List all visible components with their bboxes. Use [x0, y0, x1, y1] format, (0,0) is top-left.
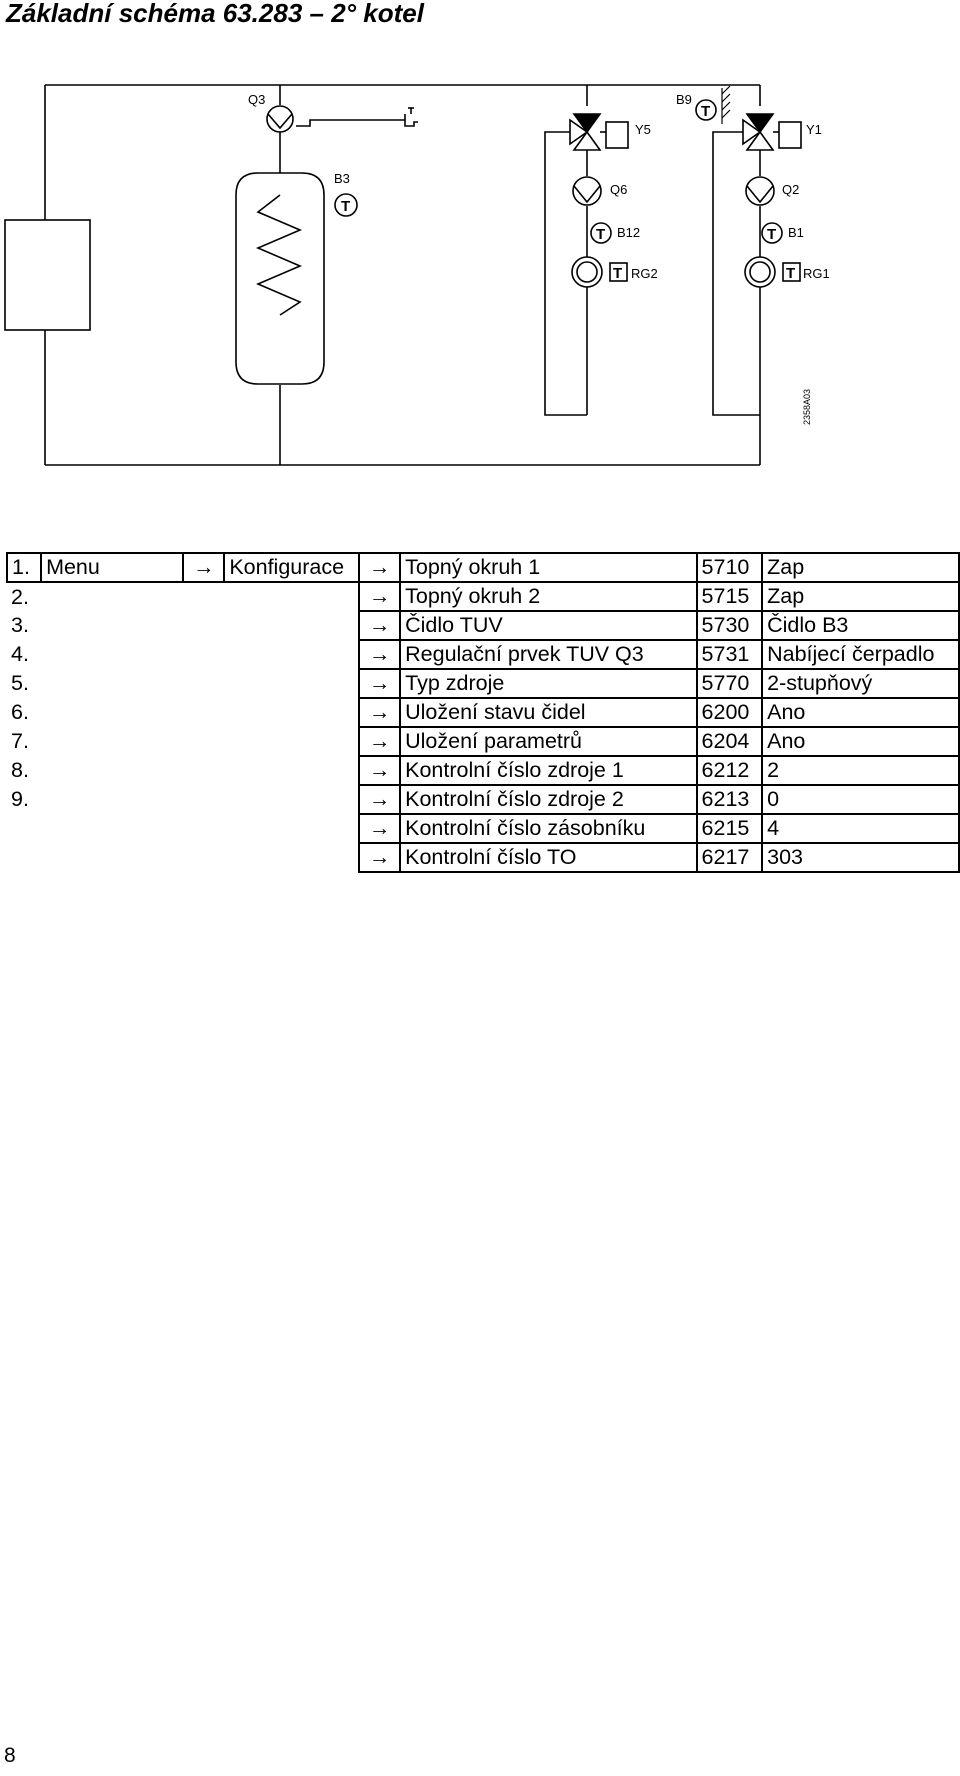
config-row: [7, 669, 959, 698]
label-q3: Q3: [248, 92, 266, 107]
row-number: 6.: [11, 700, 29, 724]
config-row: [7, 698, 959, 727]
arrow-cell: →: [359, 669, 400, 698]
label-b12: B12: [617, 225, 641, 240]
hydraulic-schema: [0, 70, 960, 490]
heating-coil: [258, 195, 300, 315]
arrow-cell: →: [359, 640, 400, 669]
arrow-cell: →: [183, 553, 224, 582]
config-row: [7, 756, 959, 785]
row-number: 3.: [11, 613, 29, 637]
boiler-unit: [5, 220, 90, 330]
room-unit-rg2-icon: [572, 257, 627, 287]
arrow-cell: →: [359, 582, 400, 611]
menu-cell: [41, 611, 183, 640]
label-y1: Y1: [806, 122, 822, 137]
row-number: 9.: [11, 787, 29, 811]
label-rg2: RG2: [631, 266, 658, 281]
parameter-name: Uložení parametrů: [400, 727, 696, 756]
row-number-empty: [7, 843, 41, 872]
page-number: 8: [4, 1744, 16, 1767]
konfigurace-cell: [224, 814, 359, 843]
label-b1: B1: [788, 225, 804, 240]
parameter-value: 303: [762, 843, 959, 872]
konfigurace-cell: [224, 785, 359, 814]
label-b3: B3: [334, 171, 350, 186]
arrow-cell: [183, 669, 224, 698]
row-number: 7.: [11, 729, 29, 753]
menu-cell: [41, 582, 183, 611]
outdoor-hatch-icon: [722, 86, 730, 124]
parameter-code: 5731: [697, 640, 763, 669]
row-number: 4.: [11, 642, 29, 666]
svg-text:T: T: [701, 103, 711, 120]
parameter-code: 5730: [697, 611, 763, 640]
parameter-name: Uložení stavu čidel: [400, 698, 696, 727]
parameter-code: 6215: [697, 814, 763, 843]
sensor-b12-icon: [591, 223, 611, 243]
parameter-name: Kontrolní číslo zdroje 1: [400, 756, 696, 785]
config-row: [7, 611, 959, 640]
arrow-cell: →: [359, 756, 400, 785]
parameter-value: Čidlo B3: [762, 611, 959, 640]
svg-text:T: T: [341, 198, 351, 215]
parameter-value: Ano: [762, 698, 959, 727]
svg-text:T: T: [613, 265, 623, 282]
arrow-cell: →: [359, 611, 400, 640]
sensor-b9-icon: [696, 100, 716, 120]
row-number-empty: [7, 814, 41, 843]
arrow-cell: [183, 582, 224, 611]
parameter-value: 0: [762, 785, 959, 814]
arrow-cell: →: [359, 727, 400, 756]
arrow-cell: [183, 814, 224, 843]
dhw-storage-tank: [236, 173, 324, 384]
konfigurace-cell: [224, 698, 359, 727]
config-row: [7, 843, 959, 872]
arrow-cell: [183, 698, 224, 727]
menu-cell: [41, 843, 183, 872]
parameter-name: Kontrolní číslo zdroje 2: [400, 785, 696, 814]
svg-text:T: T: [786, 265, 796, 282]
label-q2: Q2: [782, 182, 800, 197]
room-unit-rg1-icon: [745, 257, 800, 287]
parameter-value: 4: [762, 814, 959, 843]
row-number: 8.: [11, 758, 29, 782]
doc-code: 2358A03: [802, 388, 812, 425]
konfigurace-cell: Konfigurace: [224, 553, 359, 582]
arrow-cell: →: [359, 814, 400, 843]
parameter-value: Zap: [762, 553, 959, 582]
label-rg1: RG1: [803, 266, 830, 281]
arrow-cell: →: [359, 553, 400, 582]
arrow-cell: [183, 611, 224, 640]
menu-cell: [41, 640, 183, 669]
arrow-cell: →: [359, 785, 400, 814]
arrow-cell: [183, 727, 224, 756]
label-y5: Y5: [635, 122, 651, 137]
row-number: 1.: [7, 553, 41, 582]
label-b9: B9: [676, 92, 692, 107]
parameter-value: Nabíjecí čerpadlo: [762, 640, 959, 669]
arrow-cell: [183, 843, 224, 872]
parameter-code: 6212: [697, 756, 763, 785]
configuration-table: [6, 552, 960, 873]
konfigurace-cell: [224, 640, 359, 669]
parameter-name: Topný okruh 2: [400, 582, 696, 611]
parameter-code: 5770: [697, 669, 763, 698]
konfigurace-cell: [224, 611, 359, 640]
arrow-cell: [183, 785, 224, 814]
menu-cell: [41, 698, 183, 727]
menu-cell: Menu: [41, 553, 183, 582]
parameter-code: 5715: [697, 582, 763, 611]
sensor-b1-icon: [762, 223, 782, 243]
config-row: [7, 727, 959, 756]
config-row: [7, 582, 959, 611]
arrow-cell: [183, 756, 224, 785]
parameter-name: Čidlo TUV: [400, 611, 696, 640]
parameter-value: 2: [762, 756, 959, 785]
parameter-value: 2-stupňový: [762, 669, 959, 698]
pump-q3-icon: [267, 106, 293, 132]
menu-cell: [41, 785, 183, 814]
konfigurace-cell: [224, 669, 359, 698]
config-row: [7, 785, 959, 814]
config-row: [7, 814, 959, 843]
parameter-code: 5710: [697, 553, 763, 582]
menu-cell: [41, 669, 183, 698]
parameter-name: Topný okruh 1: [400, 553, 696, 582]
svg-text:T: T: [767, 226, 777, 243]
parameter-value: Zap: [762, 582, 959, 611]
sensor-b3-icon: [335, 194, 357, 216]
arrow-cell: →: [359, 843, 400, 872]
page-title: Základní schéma 63.283 – 2° kotel: [6, 0, 424, 28]
menu-cell: [41, 814, 183, 843]
parameter-name: Regulační prvek TUV Q3: [400, 640, 696, 669]
konfigurace-cell: [224, 582, 359, 611]
config-row: [7, 553, 959, 582]
svg-text:T: T: [596, 226, 606, 243]
config-row: [7, 640, 959, 669]
mixing-valve-y1-icon: [743, 114, 801, 150]
parameter-code: 6204: [697, 727, 763, 756]
pump-q2-icon: [746, 177, 774, 205]
parameter-code: 6200: [697, 698, 763, 727]
konfigurace-cell: [224, 843, 359, 872]
label-q6: Q6: [610, 182, 628, 197]
konfigurace-cell: [224, 756, 359, 785]
parameter-value: Ano: [762, 727, 959, 756]
parameter-code: 6213: [697, 785, 763, 814]
arrow-cell: →: [359, 698, 400, 727]
menu-cell: [41, 756, 183, 785]
parameter-code: 6217: [697, 843, 763, 872]
arrow-cell: [183, 640, 224, 669]
pump-q6-icon: [573, 177, 601, 205]
parameter-name: Typ zdroje: [400, 669, 696, 698]
row-number: 5.: [11, 671, 29, 695]
parameter-name: Kontrolní číslo zásobníku: [400, 814, 696, 843]
konfigurace-cell: [224, 727, 359, 756]
mixing-valve-y5-icon: [570, 114, 628, 150]
menu-cell: [41, 727, 183, 756]
tap-icon: [405, 108, 418, 126]
parameter-name: Kontrolní číslo TO: [400, 843, 696, 872]
row-number: 2.: [11, 584, 29, 609]
